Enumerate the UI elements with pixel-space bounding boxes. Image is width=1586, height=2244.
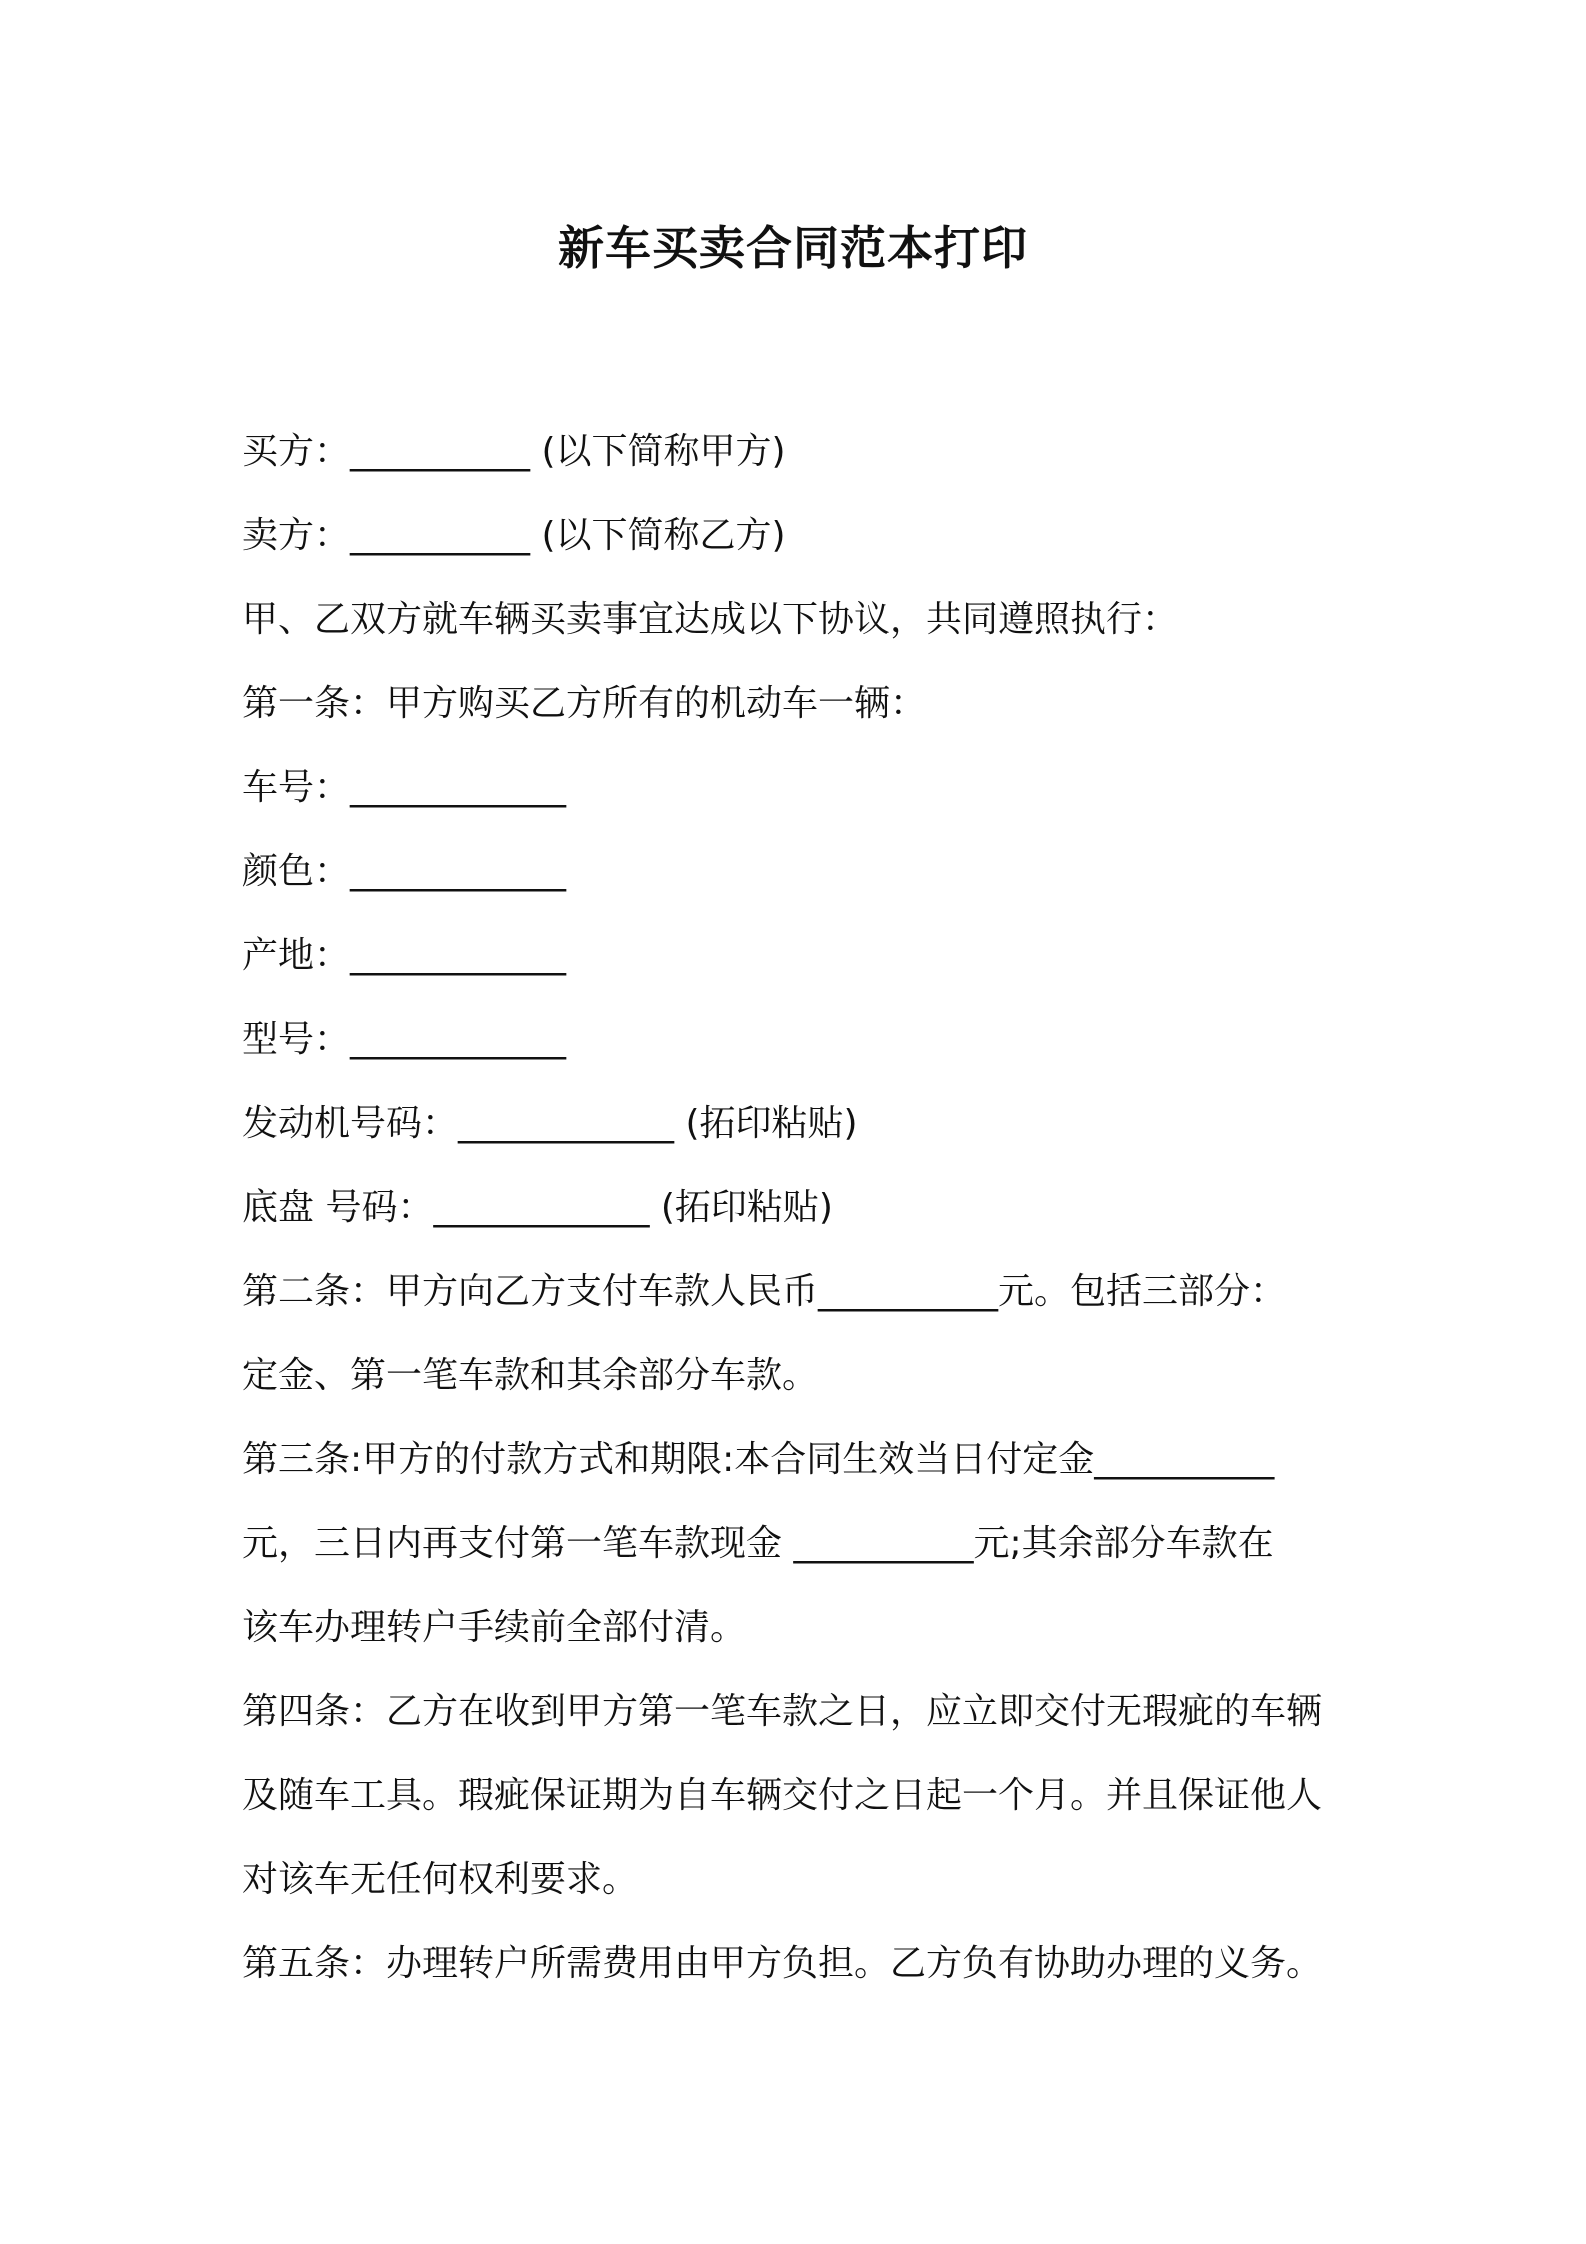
article-5: 第五条：办理转户所需费用由甲方负担。乙方负有协助办理的义务。 (242, 1943, 1323, 1984)
article-2: 第二条：甲方向乙方支付车款人民币__________元。包括三部分： (242, 1271, 1287, 1312)
article-3: 第三条:甲方的付款方式和期限:本合同生效当日付定金__________ (242, 1439, 1275, 1480)
engine-number-field: 发动机号码：____________ (拓印粘贴) (242, 1103, 858, 1144)
origin-field: 产地：____________ (242, 935, 567, 976)
buyer-line: 买方：__________ (以下简称甲方) (242, 431, 786, 472)
article-3-continued-2: 该车办理转户手续前全部付清。 (242, 1607, 747, 1648)
seller-line: 卖方：__________ (以下简称乙方) (242, 515, 786, 556)
contract-body (242, 410, 1362, 2006)
article-1: 第一条：甲方购买乙方所有的机动车一辆： (242, 683, 927, 724)
article-4: 第四条：乙方在收到甲方第一笔车款之日，应立即交付无瑕疵的车辆 (242, 1691, 1323, 1732)
agreement-intro: 甲、乙双方就车辆买卖事宜达成以下协议，共同遵照执行： (242, 599, 1179, 640)
article-2-continued: 定金、第一笔车款和其余部分车款。 (242, 1355, 819, 1396)
plate-number-field: 车号：____________ (242, 767, 567, 808)
article-4-continued-2: 对该车无任何权利要求。 (242, 1859, 639, 1900)
color-field: 颜色：____________ (242, 851, 567, 892)
document-title: 新车买卖合同范本打印 (558, 221, 1028, 275)
article-4-continued-1: 及随车工具。瑕疵保证期为自车辆交付之日起一个月。并且保证他人 (242, 1775, 1323, 1816)
chassis-number-field: 底盘 号码：____________ (拓印粘贴) (242, 1187, 833, 1228)
article-3-continued-1: 元，三日内再支付第一笔车款现金 __________元;其余部分车款在 (242, 1523, 1274, 1564)
model-field: 型号：____________ (242, 1019, 567, 1060)
